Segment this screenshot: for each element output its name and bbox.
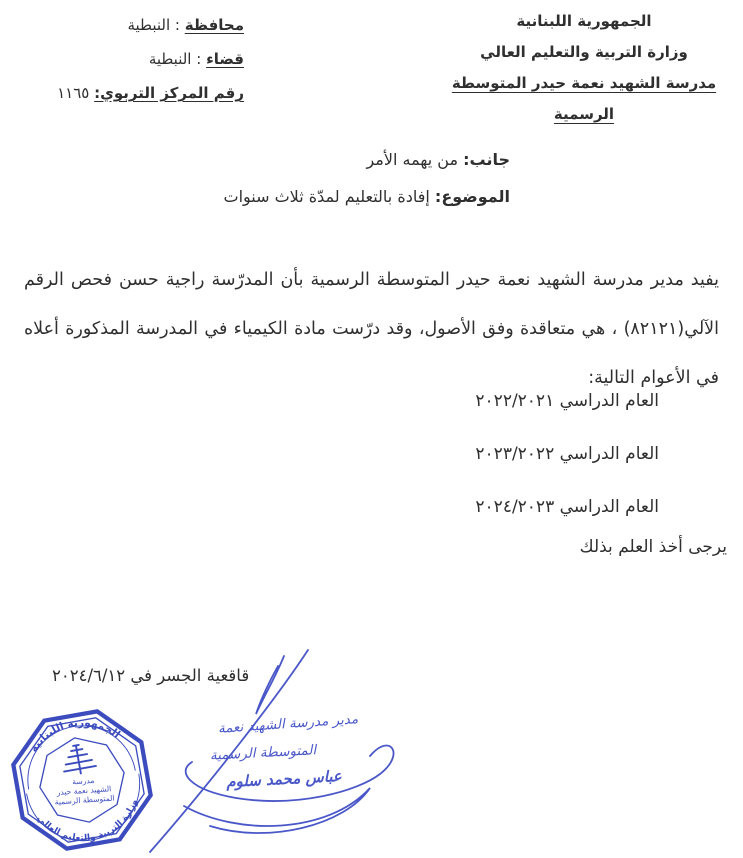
stamp-center-line3: المتوسطة الرسمية	[54, 793, 115, 807]
place-date-line: قاقعية الجسر في ٢٠٢٤/٦/١٢	[52, 666, 250, 685]
center-number-label: رقم المركز التربوي:	[94, 84, 244, 102]
subject-label: الموضوع:	[434, 187, 510, 206]
district-header	[26, 14, 244, 116]
stamp-center-line1: مدرسة	[71, 775, 95, 787]
signature-date-stroke	[256, 656, 284, 714]
district-label: قضاء	[206, 50, 244, 68]
district-row	[26, 48, 244, 71]
stamp-center-line2: الشهيد نعمة حيدر	[56, 784, 112, 798]
school-years-list	[475, 390, 659, 549]
official-stamp	[6, 704, 158, 856]
governorate-label: محافظة	[184, 16, 244, 34]
district-value: : النبطية	[148, 50, 202, 68]
school-year-item: العام الدراسي ٢٠٢٣/٢٠٢٢	[475, 444, 659, 464]
recipient-label: جانب:	[463, 150, 510, 169]
school-year-item: العام الدراسي ٢٠٢٤/٢٠٢٣	[475, 497, 659, 517]
recipient-subject-block	[224, 148, 511, 222]
signature-title-line2: المتوسطة الرسمية	[209, 742, 317, 764]
center-number-value: ١١٦٥	[57, 84, 90, 102]
governorate-value: : النبطية	[127, 16, 180, 34]
center-number-row	[26, 82, 244, 105]
subject-value: إفادة بالتعليم لمدّة ثلاث سنوات	[223, 187, 430, 206]
recipient-value: من يهمه الأمر	[366, 150, 459, 169]
governorate-row	[26, 14, 244, 37]
ministry-title: وزارة التربية والتعليم العالي	[480, 43, 688, 61]
cedar-tree-icon	[60, 743, 97, 777]
stamp-ring-top-text: الجمهورية اللبنانية	[27, 716, 123, 755]
subject-row	[224, 185, 511, 209]
stamp-ring-bottom-text: وزارة التربية والتعليم العالي	[34, 798, 141, 844]
closing-line: يرجى أخذ العلم بذلك	[579, 537, 727, 557]
republic-title: الجمهورية اللبنانية	[516, 12, 652, 30]
school-year-item: العام الدراسي ٢٠٢٢/٢٠٢١	[475, 391, 659, 411]
ministry-header	[429, 6, 739, 130]
recipient-row	[224, 148, 511, 172]
certificate-body-paragraph: يفيد مدير مدرسة الشهيد نعمة حيدر المتوسطة الرسمية بأن المدرّسة راجية حسن فحص الرقم الآلي(٨٢١٢١) ، هي متعاقدة وفق الأصول، وقد درّست مادة الكيمياء في المدرسة المذكورة أعلاه في الأعوام التالية:	[24, 270, 719, 388]
signature-swoosh-stroke	[184, 788, 370, 833]
school-title: مدرسة الشهيد نعمة حيدر المتوسطة الرسمية	[451, 74, 717, 123]
signature-name: عباس محمد سلوم	[225, 766, 343, 792]
signature-title-line1: مدير مدرسة الشهيد نعمة	[217, 711, 359, 737]
